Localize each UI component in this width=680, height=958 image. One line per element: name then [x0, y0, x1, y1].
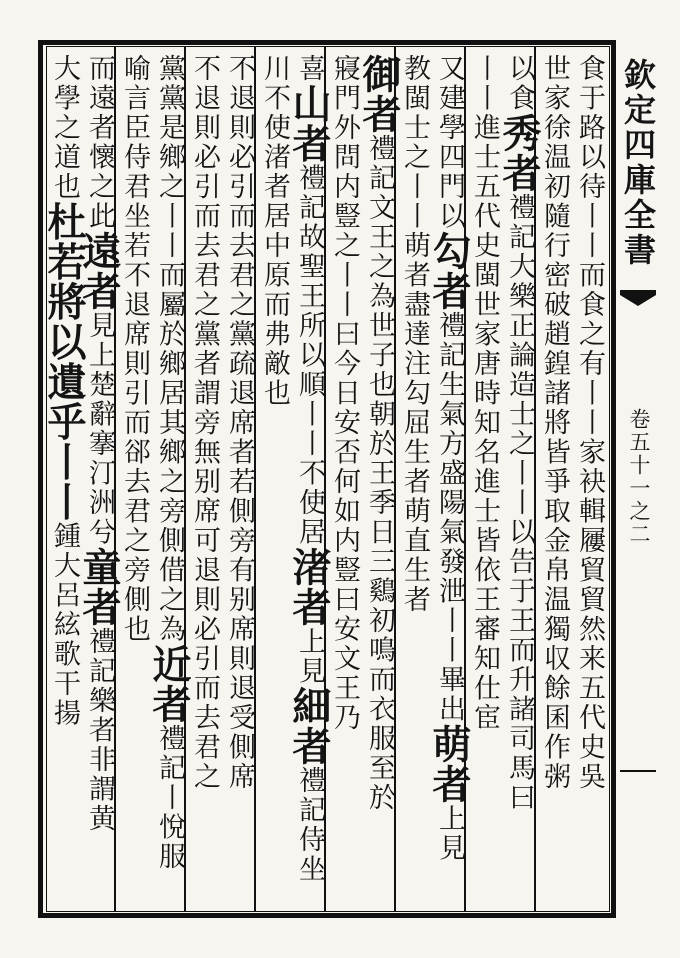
- column-text: 禮記生氣方盛陽氣發泄丨丨畢出: [434, 311, 465, 724]
- column-text: 世家徐温初隨行密破趙鍠諸將皆爭取金帛温獨収餘囷作粥: [539, 54, 570, 792]
- book-title: 欽定四庫全書: [619, 58, 657, 268]
- column-text: 寢門外問内豎之丨丨曰今日安否何如内豎曰安文王乃: [329, 54, 360, 733]
- column-text: 教閩士之丨丨萌者盡達注勾屈生者萌直生者: [399, 54, 430, 615]
- column-text: 不退則必引而去君之黨者謂旁無别席可退則必引而去君之: [189, 54, 220, 792]
- column-text: 禮記丨悅服: [154, 724, 185, 872]
- column-text: 上見: [294, 627, 325, 686]
- headword: 山者: [286, 83, 332, 164]
- headword: 御者: [356, 54, 402, 134]
- margin-rule: [620, 770, 656, 772]
- column-text: 川不使渚者居中原而弗敵也: [259, 54, 290, 408]
- column-text: 又建學四門以: [434, 54, 465, 231]
- column-text: 禮記故聖王所以順丨丨不使居: [294, 163, 325, 547]
- volume-label: 卷五十一之二: [627, 408, 651, 546]
- headword: 近者: [146, 644, 192, 724]
- column-text: 禮記侍坐: [294, 766, 325, 884]
- headword: 童者: [76, 547, 122, 627]
- headword: 勾者: [426, 231, 472, 311]
- column-text: 大學之道也: [49, 54, 80, 202]
- fishtail-mark: [620, 290, 656, 306]
- text-column: [42, 54, 86, 904]
- column-text: 禮記樂者非謂黄: [84, 627, 115, 834]
- headword: 細者: [286, 686, 332, 766]
- column-text: 丨丨進士五代史閩世家唐時知名進士皆依王審知仕宦: [469, 54, 500, 733]
- column-text: 黨黨是鄉之丨丨而屬於鄉居其鄉之旁側借之為: [154, 54, 185, 644]
- column-text: 上見: [434, 804, 465, 863]
- headword: 萌者: [426, 724, 472, 804]
- headword: 秀者: [496, 113, 542, 193]
- column-text: 禮記文王之為世子也朝於王季日三鷄初鳴而衣服至於: [364, 134, 395, 813]
- headword: 杜若將以遺乎丨丨: [41, 201, 87, 522]
- column-text: 食于路以待丨丨而食之有丨丨家袂輯屨貿貿然来五代史吳: [574, 54, 605, 792]
- column-text: 不退則必引而去君之黨疏退席者若側旁有别席則退受側席: [224, 54, 255, 792]
- column-text: 以食: [504, 54, 535, 113]
- column-text: 禮記大樂正論造士之丨丨以告于王而升諸司馬曰: [504, 193, 535, 813]
- column-text: 鍾大呂絃歌干揚: [49, 521, 80, 728]
- column-text: 見上楚辭搴汀洲兮: [84, 311, 115, 547]
- column-text: 而遠者懷之此: [84, 54, 115, 231]
- column-text: 喜: [294, 54, 325, 84]
- headword: 遠者: [76, 231, 122, 311]
- headword: 渚者: [286, 547, 332, 627]
- column-text: 喻言臣侍君坐若不退席則引而郤去君之旁側也: [119, 54, 150, 644]
